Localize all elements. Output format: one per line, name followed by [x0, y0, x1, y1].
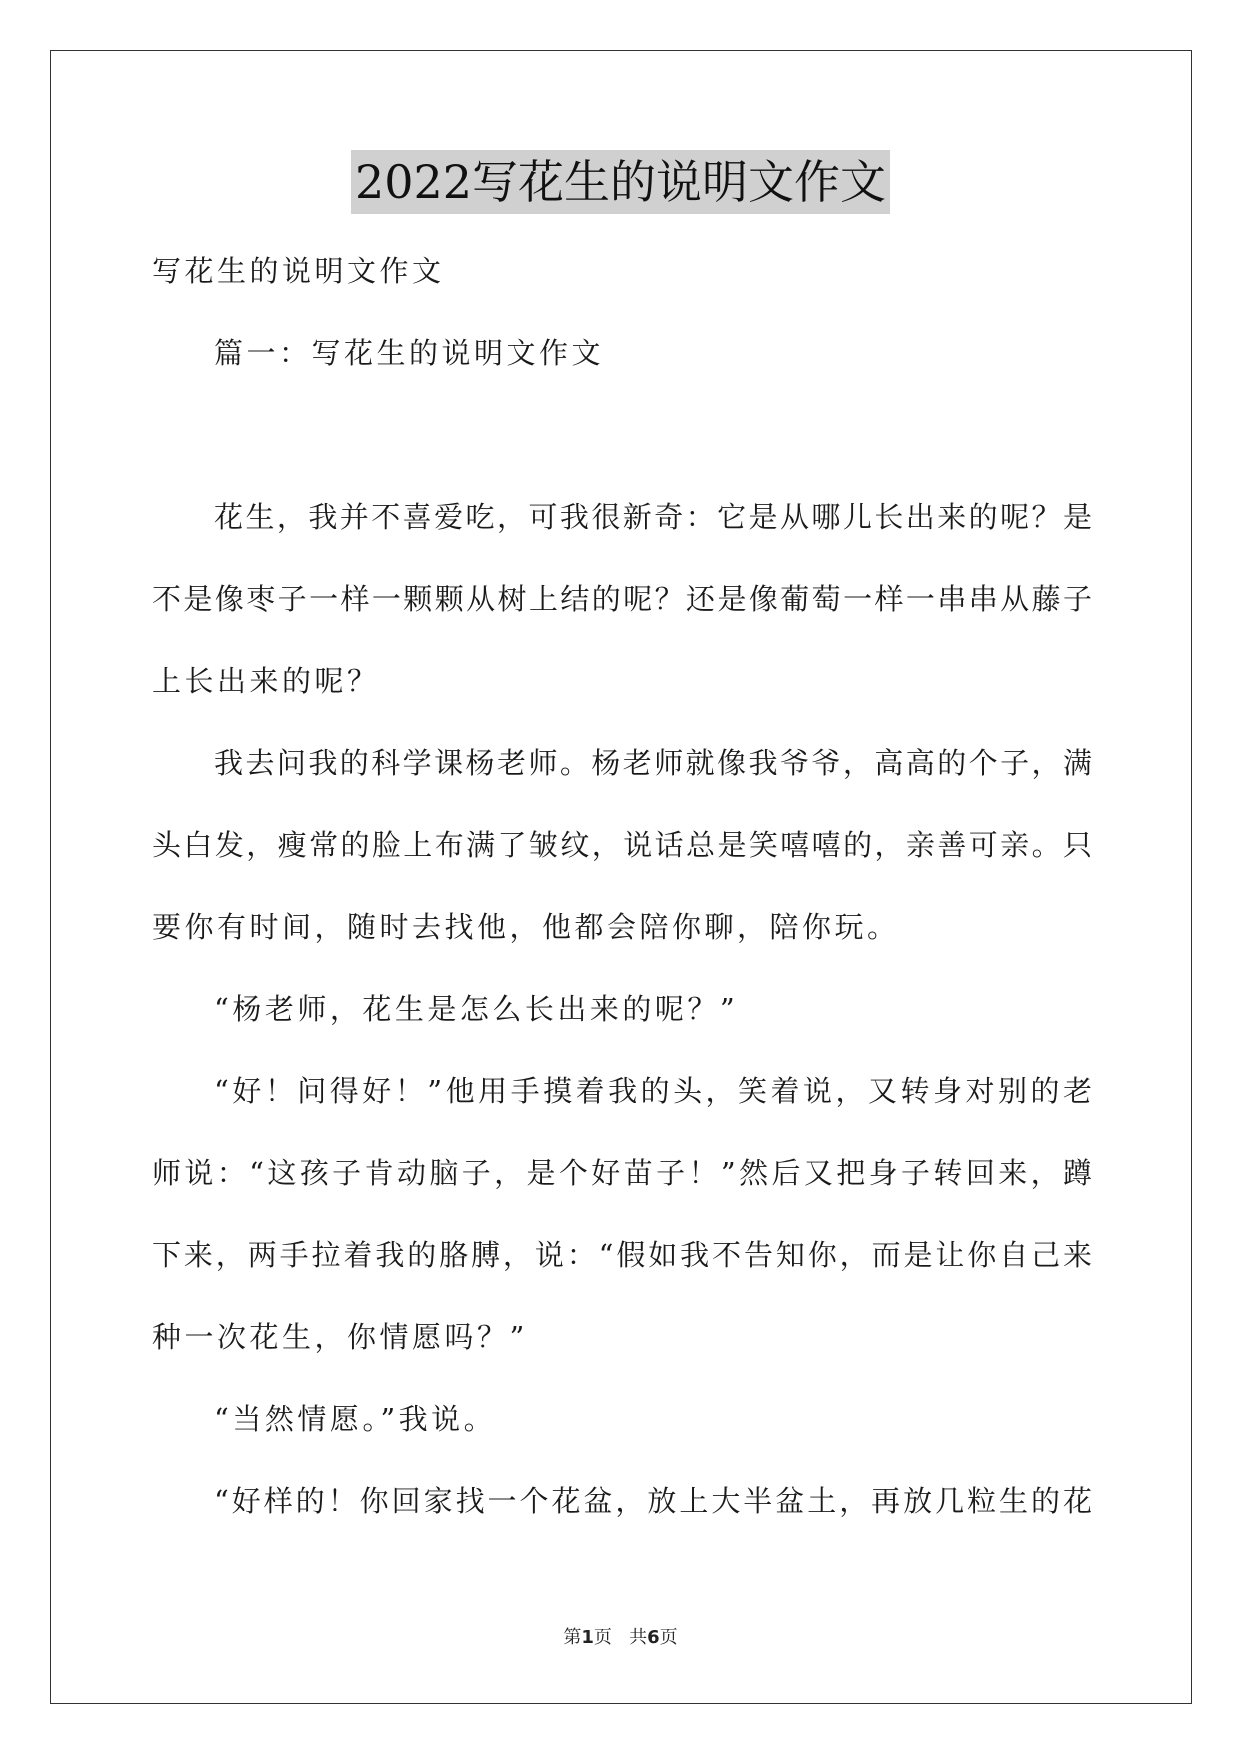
paragraph-line: “杨老师，花生是怎么长出来的呢？” — [214, 992, 739, 1026]
paragraph-line: 要你有时间，随时去找他，他都会陪你聊，陪你玩。 — [152, 910, 900, 944]
current-page-number: 1 — [581, 1627, 594, 1648]
blank-line — [152, 394, 1092, 476]
footer-prefix: 第 — [563, 1627, 582, 1648]
paragraph-line: 花生，我并不喜爱吃，可我很新奇：它是从哪儿长出来的呢？是 — [214, 500, 1092, 534]
paragraph-line: 头白发，瘦常的脸上布满了皱纹，说话总是笑嘻嘻的，亲善可亲。只 — [152, 828, 1092, 862]
page-footer — [0, 1626, 1241, 1650]
title-container — [0, 150, 1241, 214]
paragraph-line: 不是像枣子一样一颗颗从树上结的呢？还是像葡萄一样一串串从藤子 — [152, 582, 1092, 616]
paragraph-line: 下来，两手拉着我的胳膊，说：“假如我不告知你，而是让你自己来 — [152, 1238, 1092, 1272]
total-page-count: 6 — [647, 1627, 660, 1648]
section-heading: 篇一：写花生的说明文作文 — [214, 336, 605, 370]
paragraph-line: “当然情愿。”我说。 — [214, 1402, 497, 1436]
paragraph-line: 师说：“这孩子肯动脑子，是个好苗子！”然后又把身子转回来，蹲 — [152, 1156, 1092, 1190]
paragraph-line: 我去问我的科学课杨老师。杨老师就像我爷爷，高高的个子，满 — [214, 746, 1092, 780]
footer-page-label: 页 — [593, 1627, 612, 1648]
paragraph-line: “好！问得好！”他用手摸着我的头，笑着说，又转身对别的老 — [214, 1074, 1092, 1108]
paragraph-line: 上长出来的呢？ — [152, 664, 380, 698]
footer-total-prefix: 共 — [629, 1627, 648, 1648]
document-title: 2022写花生的说明文作文 — [351, 150, 890, 214]
paragraph-line: “好样的！你回家找一个花盆，放上大半盆土，再放几粒生的花 — [214, 1484, 1092, 1518]
document-body — [152, 230, 1092, 1542]
subtitle-line: 写花生的说明文作文 — [152, 254, 445, 288]
footer-suffix: 页 — [659, 1627, 678, 1648]
paragraph-line: 种一次花生，你情愿吗？” — [152, 1320, 528, 1354]
